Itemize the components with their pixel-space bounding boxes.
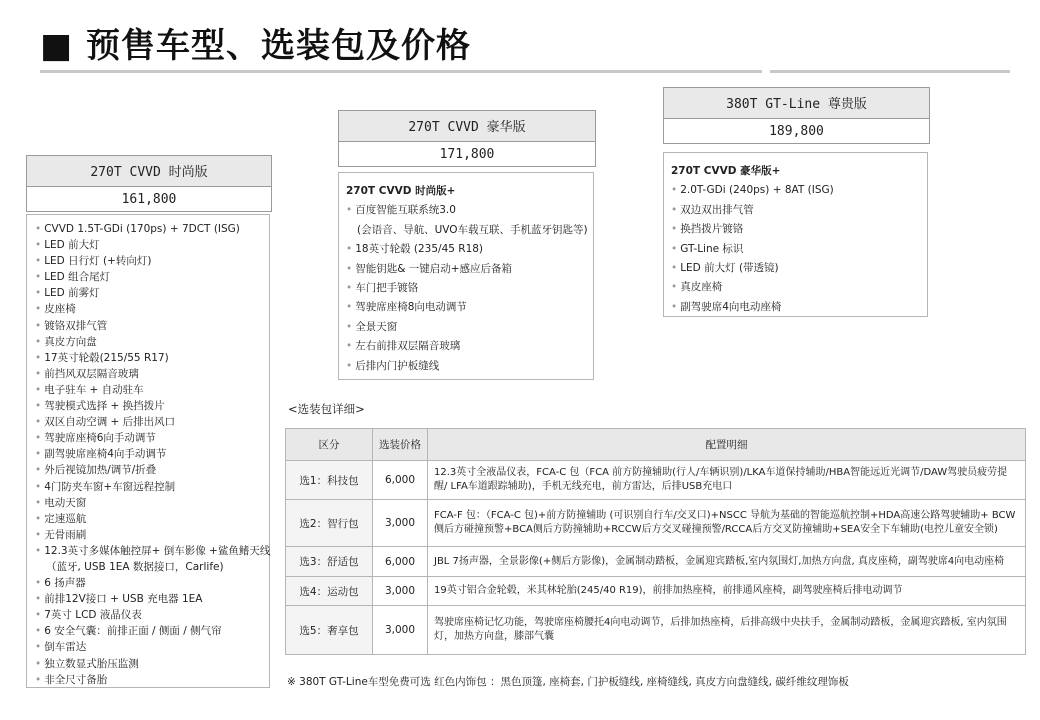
feature-text: 皮座椅 xyxy=(44,303,76,316)
bullet-icon: • xyxy=(35,448,42,461)
feature-item xyxy=(35,366,269,382)
trim-name: 380T GT-Line 尊贵版 xyxy=(664,88,929,119)
bullet-icon: • xyxy=(671,300,678,313)
feature-item xyxy=(671,240,927,259)
bullet-icon: • xyxy=(671,281,678,294)
feature-item xyxy=(346,298,593,317)
feature-text: 车门把手镀铬 xyxy=(355,282,419,295)
feature-text: 真皮座椅 xyxy=(680,281,723,294)
feature-item xyxy=(346,318,593,337)
bullet-icon: • xyxy=(35,464,42,477)
bullet-icon: • xyxy=(671,203,678,216)
package-detail: FCA-F 包：（FCA-C 包)+前方防撞辅助 (可识别自行车/交叉口)+NSCC 导航为基础的智能巡航控制+HDA高速公路驾驶辅助+ BCW侧后方碰撞预警+BCA侧后方防撞辅助+RCCW后方交叉碰撞预警/RCCA后方交叉防撞辅助+SEA安全下车辅助(电控儿童安全锁) xyxy=(428,500,1026,547)
trim-1-features xyxy=(26,214,270,688)
feature-item xyxy=(35,253,269,269)
package-detail: 19英寸铝合金轮毂，米其林轮胎(245/40 R19)，前排加热座椅，前排通风座椅，副驾驶座椅后排电动调节 xyxy=(428,577,1026,606)
trim-price: 189,800 xyxy=(769,124,824,139)
feature-text: 18英寸轮毂 (235/45 R18) xyxy=(355,243,484,256)
bullet-icon: • xyxy=(35,416,42,429)
bullet-icon: • xyxy=(346,320,353,333)
feature-item xyxy=(35,301,269,317)
table-header-row xyxy=(286,429,1026,461)
feature-text: （蓝牙, USB 1EA 数据接口，Carlife) xyxy=(46,560,224,573)
feature-text: LED 组合尾灯 xyxy=(44,271,111,284)
bullet-icon: • xyxy=(346,301,353,314)
feature-text: 后排内门护板缝线 xyxy=(355,359,440,372)
feature-item xyxy=(346,201,593,220)
bullet-icon: • xyxy=(35,432,42,445)
package-price: 3,000 xyxy=(373,606,428,655)
bullet-icon: • xyxy=(35,303,42,316)
trim-header-3 xyxy=(663,87,930,144)
feature-item xyxy=(35,350,269,366)
trim-price: 161,800 xyxy=(121,192,177,207)
feature-item xyxy=(35,382,269,398)
bullet-icon: • xyxy=(346,340,353,353)
column-header: 区分 xyxy=(286,429,373,461)
feature-text: 前挡风双层隔音玻璃 xyxy=(44,367,139,380)
feature-text: 百度智能互联系统3.0 xyxy=(355,204,456,217)
feature-item xyxy=(35,285,269,301)
feature-text: 独立数显式胎压监测 xyxy=(44,657,139,670)
feature-item xyxy=(671,201,927,220)
trim-base-note: 270T CVVD 豪华版+ xyxy=(671,165,781,177)
package-price: 3,000 xyxy=(373,500,428,547)
table-row xyxy=(286,500,1026,547)
bullet-icon: • xyxy=(35,609,42,622)
feature-text: 双边双出排气管 xyxy=(680,203,754,216)
feature-item xyxy=(35,430,269,446)
package-price: 6,000 xyxy=(373,547,428,577)
feature-item xyxy=(35,543,269,559)
feature-item xyxy=(35,607,269,623)
feature-text: LED 日行灯 (+转向灯) xyxy=(44,255,152,268)
column-header: 配置明细 xyxy=(428,429,1026,461)
bullet-icon: • xyxy=(671,184,678,197)
feature-item xyxy=(346,337,593,356)
bullet-icon: • xyxy=(346,262,353,275)
bullet-icon: • xyxy=(35,657,42,670)
footnote: ※ 380T GT-Line车型免费可选 红色内饰包 ：黑色顶篷, 座椅套, 门护板缝线, 座椅缝线, 真皮方向盘缝线, 碳纤维纹理饰板 xyxy=(287,676,849,688)
bullet-icon: • xyxy=(35,287,42,300)
bullet-icon: • xyxy=(35,496,42,509)
package-detail: 12.3英寸全液晶仪表，FCA-C 包（FCA 前方防撞辅助(行人/车辆识别)/LKA车道保持辅助/HBA智能远近光调节/DAW驾驶员疲劳提醒/ LFA车道跟踪辅助)，手机无线充电，前方雷达，后排USB充电口 xyxy=(428,461,1026,500)
feature-item xyxy=(35,446,269,462)
feature-item xyxy=(671,220,927,239)
trim-header-1 xyxy=(26,155,272,212)
feature-text: 驾驶席座椅8向电动调节 xyxy=(355,301,467,314)
feature-item xyxy=(35,591,269,607)
bullet-icon: • xyxy=(35,512,42,525)
bullet-icon: • xyxy=(346,243,353,256)
bullet-icon: • xyxy=(35,544,42,557)
feature-text: 12.3英寸多媒体触控屏+ 倒车影像 +鲨鱼鳍天线 xyxy=(44,544,271,557)
feature-text: 电动天窗 xyxy=(44,496,87,509)
feature-text: 驾驶席座椅6向手动调节 xyxy=(44,432,156,445)
feature-text: 真皮方向盘 xyxy=(44,335,97,348)
trim-base-note: 270T CVVD 时尚版+ xyxy=(346,185,456,197)
feature-text: 非全尺寸备胎 xyxy=(44,673,108,686)
package-name: 选2：智行包 xyxy=(286,500,373,547)
package-price: 6,000 xyxy=(373,461,428,500)
feature-text: 双区自动空调 + 后排出风口 xyxy=(44,416,176,429)
package-price: 3,000 xyxy=(373,577,428,606)
feature-item xyxy=(671,259,927,278)
bullet-icon: • xyxy=(35,625,42,638)
feature-text: 倒车雷达 xyxy=(44,641,87,654)
bullet-icon: • xyxy=(35,223,42,235)
package-name: 选4：运动包 xyxy=(286,577,373,606)
bullet-icon: • xyxy=(346,204,353,217)
feature-text: 换挡拨片镀铬 xyxy=(680,223,744,236)
feature-text: 副驾驶席座椅4向手动调节 xyxy=(44,448,167,461)
feature-item xyxy=(346,279,593,298)
bullet-icon: • xyxy=(35,351,42,364)
feature-text: GT-Line 标识 xyxy=(680,242,744,255)
feature-text: 17英寸轮毂(215/55 R17) xyxy=(44,351,169,364)
bullet-icon: • xyxy=(35,319,42,332)
trim-name: 270T CVVD 时尚版 xyxy=(27,156,271,187)
package-detail: 驾驶席座椅记忆功能，驾驶席座椅腰托4向电动调节，后排加热座椅，后排高级中央扶手，金属制动踏板，金属迎宾踏板, 室内氛围灯，加热方向盘，膝部气囊 xyxy=(428,606,1026,655)
feature-text: 2.0T-GDi (240ps) + 8AT (ISG) xyxy=(680,184,834,197)
bullet-icon: • xyxy=(671,223,678,236)
bullet-icon: • xyxy=(35,335,42,348)
bullet-icon: • xyxy=(35,239,42,252)
bullet-icon: • xyxy=(35,255,42,268)
feature-item xyxy=(35,559,269,575)
feature-item xyxy=(671,298,927,317)
bullet-icon: • xyxy=(35,673,42,686)
feature-item xyxy=(35,221,269,237)
feature-item xyxy=(671,278,927,297)
feature-text: (会语音、导航、UVO车载互联、手机蓝牙钥匙等) xyxy=(357,223,588,236)
bullet-icon: • xyxy=(35,480,42,493)
feature-item xyxy=(346,221,593,240)
feature-text: 前排12V接口 + USB 充电器 1EA xyxy=(44,593,203,606)
feature-item xyxy=(35,527,269,543)
table-row xyxy=(286,606,1026,655)
trim-name: 270T CVVD 豪华版 xyxy=(339,111,595,142)
packages-section-label: <选装包详细> xyxy=(288,402,365,416)
feature-item xyxy=(35,334,269,350)
trim-price: 171,800 xyxy=(439,147,495,162)
feature-item xyxy=(35,656,269,672)
feature-item xyxy=(35,237,269,253)
table-row xyxy=(286,461,1026,500)
bullet-icon: • xyxy=(35,577,42,590)
feature-text: 镀铬双排气管 xyxy=(44,319,108,332)
packages-table xyxy=(285,428,1026,655)
feature-item xyxy=(35,672,269,688)
bullet-icon: • xyxy=(35,367,42,380)
table-row xyxy=(286,547,1026,577)
bullet-icon: • xyxy=(671,262,678,275)
feature-text: 副驾驶席4向电动座椅 xyxy=(680,300,782,313)
feature-text: CVVD 1.5T-GDi (170ps) + 7DCT (ISG) xyxy=(44,223,240,235)
feature-item xyxy=(35,479,269,495)
feature-item xyxy=(346,240,593,259)
feature-item xyxy=(671,181,927,200)
package-name: 选1：科技包 xyxy=(286,461,373,500)
feature-text: 定速巡航 xyxy=(44,512,87,525)
feature-item xyxy=(35,623,269,639)
bullet-icon: • xyxy=(35,528,42,541)
title-divider xyxy=(40,70,762,73)
feature-text: 6 扬声器 xyxy=(44,577,86,590)
column-header: 选装价格 xyxy=(373,429,428,461)
trim-2-features xyxy=(338,172,594,380)
bullet-icon: • xyxy=(35,641,42,654)
feature-item xyxy=(35,462,269,478)
trim-header-2 xyxy=(338,110,596,167)
feature-text: LED 前雾灯 xyxy=(44,287,100,300)
bullet-icon: • xyxy=(671,242,678,255)
feature-item xyxy=(35,511,269,527)
feature-text: 外后视镜加热/调节/折叠 xyxy=(44,464,157,477)
feature-text: 4门防夹车窗+车窗远程控制 xyxy=(44,480,176,493)
package-name: 选5：奢享包 xyxy=(286,606,373,655)
feature-item xyxy=(35,575,269,591)
table-row xyxy=(286,577,1026,606)
page-title: ■ 预售车型、选装包及价格 xyxy=(40,26,471,66)
feature-text: LED 前大灯 (带透镜) xyxy=(680,262,779,275)
feature-text: 无骨雨刷 xyxy=(44,528,87,541)
package-name: 选3：舒适包 xyxy=(286,547,373,577)
bullet-icon: • xyxy=(35,400,42,413)
bullet-icon: • xyxy=(35,593,42,606)
feature-text: 智能钥匙& 一键启动+感应后备箱 xyxy=(355,262,513,275)
title-divider-right xyxy=(770,70,1010,73)
feature-item xyxy=(35,414,269,430)
feature-item xyxy=(346,260,593,279)
package-detail: JBL 7扬声器，全景影像(+侧后方影像)，金属制动踏板，金属迎宾踏板,室内氛围灯,加热方向盘, 真皮座椅，副驾驶席4向电动座椅 xyxy=(428,547,1026,577)
feature-text: 电子驻车 + 自动驻车 xyxy=(44,383,144,396)
feature-item xyxy=(35,269,269,285)
feature-text: 全景天窗 xyxy=(355,320,398,333)
feature-text: 6 安全气囊：前排正面 / 侧面 / 侧气帘 xyxy=(44,625,222,638)
bullet-icon: • xyxy=(35,383,42,396)
feature-text: 7英寸 LCD 液晶仪表 xyxy=(44,609,142,622)
feature-text: 驾驶模式选择 + 换挡拨片 xyxy=(44,400,165,413)
feature-item xyxy=(35,398,269,414)
bullet-icon: • xyxy=(346,282,353,295)
feature-item xyxy=(35,495,269,511)
feature-item xyxy=(346,357,593,376)
bullet-icon: • xyxy=(346,359,353,372)
feature-item xyxy=(35,639,269,655)
feature-text: 左右前排双层隔音玻璃 xyxy=(355,340,461,353)
feature-item xyxy=(35,318,269,334)
feature-text: LED 前大灯 xyxy=(44,239,100,252)
bullet-icon: • xyxy=(35,271,42,284)
trim-3-features xyxy=(663,152,928,317)
